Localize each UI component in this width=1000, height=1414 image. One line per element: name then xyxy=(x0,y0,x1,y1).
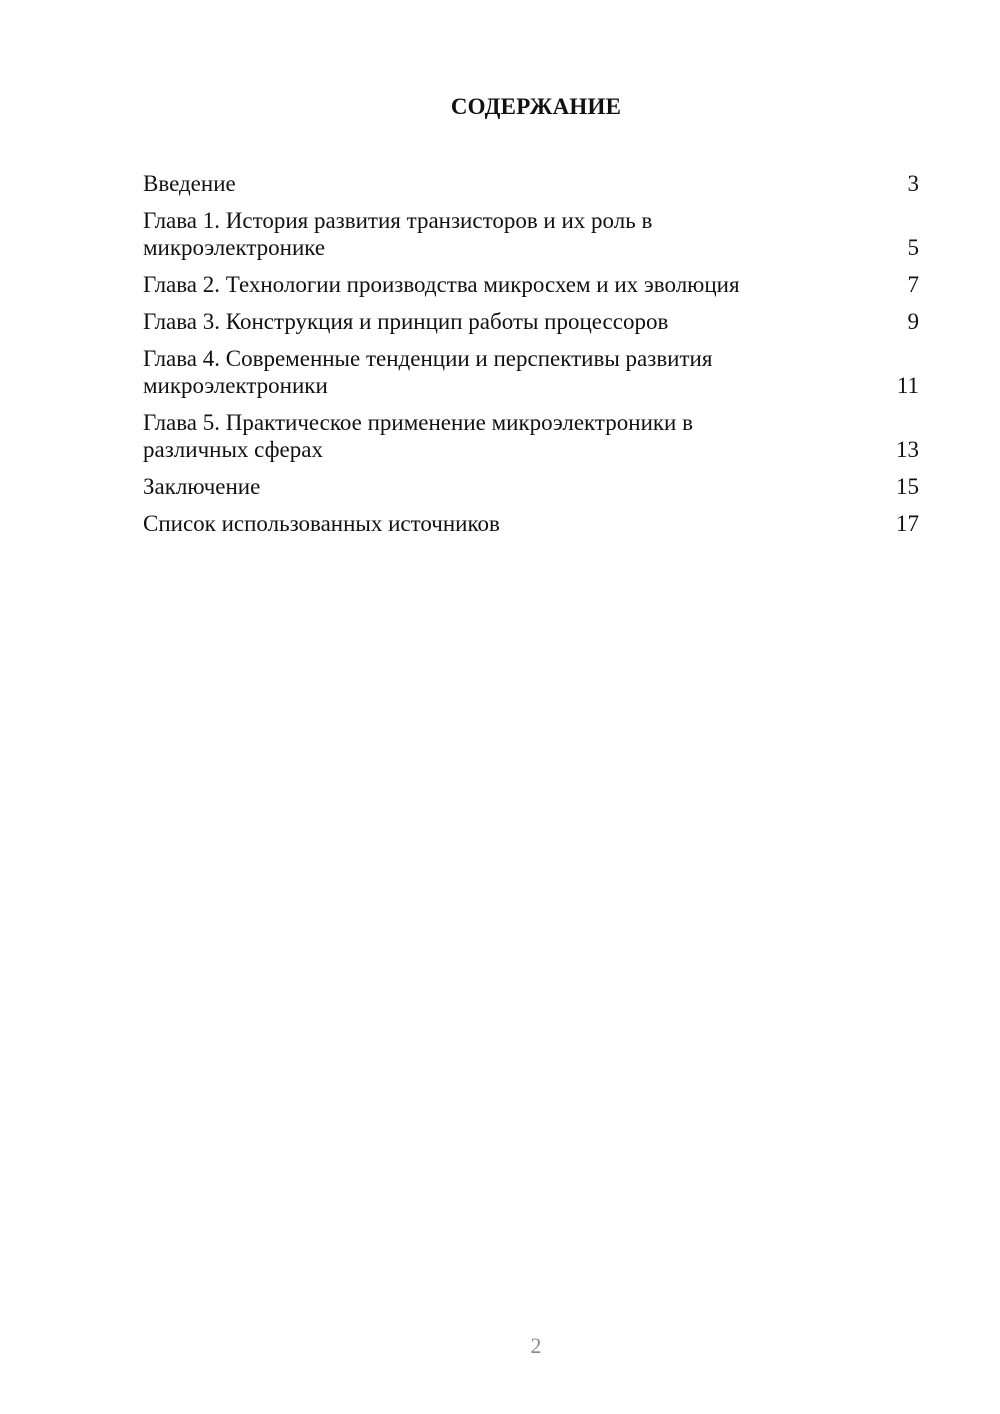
toc-entry-chapter-4 xyxy=(143,345,919,399)
toc-entry-chapter-2 xyxy=(143,271,919,298)
toc-entry-chapter-1 xyxy=(143,207,919,261)
toc-entry-page: 5 xyxy=(907,235,919,260)
toc-entry-chapter-3 xyxy=(143,308,919,335)
toc-title: СОДЕРЖАНИЕ xyxy=(450,94,622,119)
toc-entry-chapter-5 xyxy=(143,409,919,463)
toc-entry-page: 9 xyxy=(907,309,919,334)
toc-entry-references xyxy=(143,510,919,537)
toc-entry-page: 15 xyxy=(896,474,919,499)
toc-entry-text: Глава 2. Технологии производства микросхем и их эволюция xyxy=(143,272,740,297)
toc-entry-introduction xyxy=(143,170,919,197)
toc-entry-page: 17 xyxy=(896,511,919,536)
toc-entry-text: Глава 1. История развития транзисторов и их роль в микроэлектронике xyxy=(143,208,653,260)
table-of-contents xyxy=(143,170,919,547)
toc-entry-text: Введение xyxy=(143,171,236,196)
toc-entry-text: Глава 3. Конструкция и принцип работы процессоров xyxy=(143,309,669,334)
toc-entry-page: 11 xyxy=(896,373,919,398)
toc-entry-page: 3 xyxy=(907,171,919,196)
toc-entry-page: 13 xyxy=(896,437,919,462)
toc-entry-page: 7 xyxy=(907,272,919,297)
toc-entry-text: Глава 5. Практическое применение микроэлектроники в различных сферах xyxy=(143,410,693,462)
page-number: 2 xyxy=(530,1333,542,1358)
toc-entry-text: Заключение xyxy=(143,474,261,499)
toc-entry-text: Глава 4. Современные тенденции и перспективы развития микроэлектроники xyxy=(143,346,713,398)
toc-entry-conclusion xyxy=(143,473,919,500)
toc-entry-text: Список использованных источников xyxy=(143,511,500,536)
